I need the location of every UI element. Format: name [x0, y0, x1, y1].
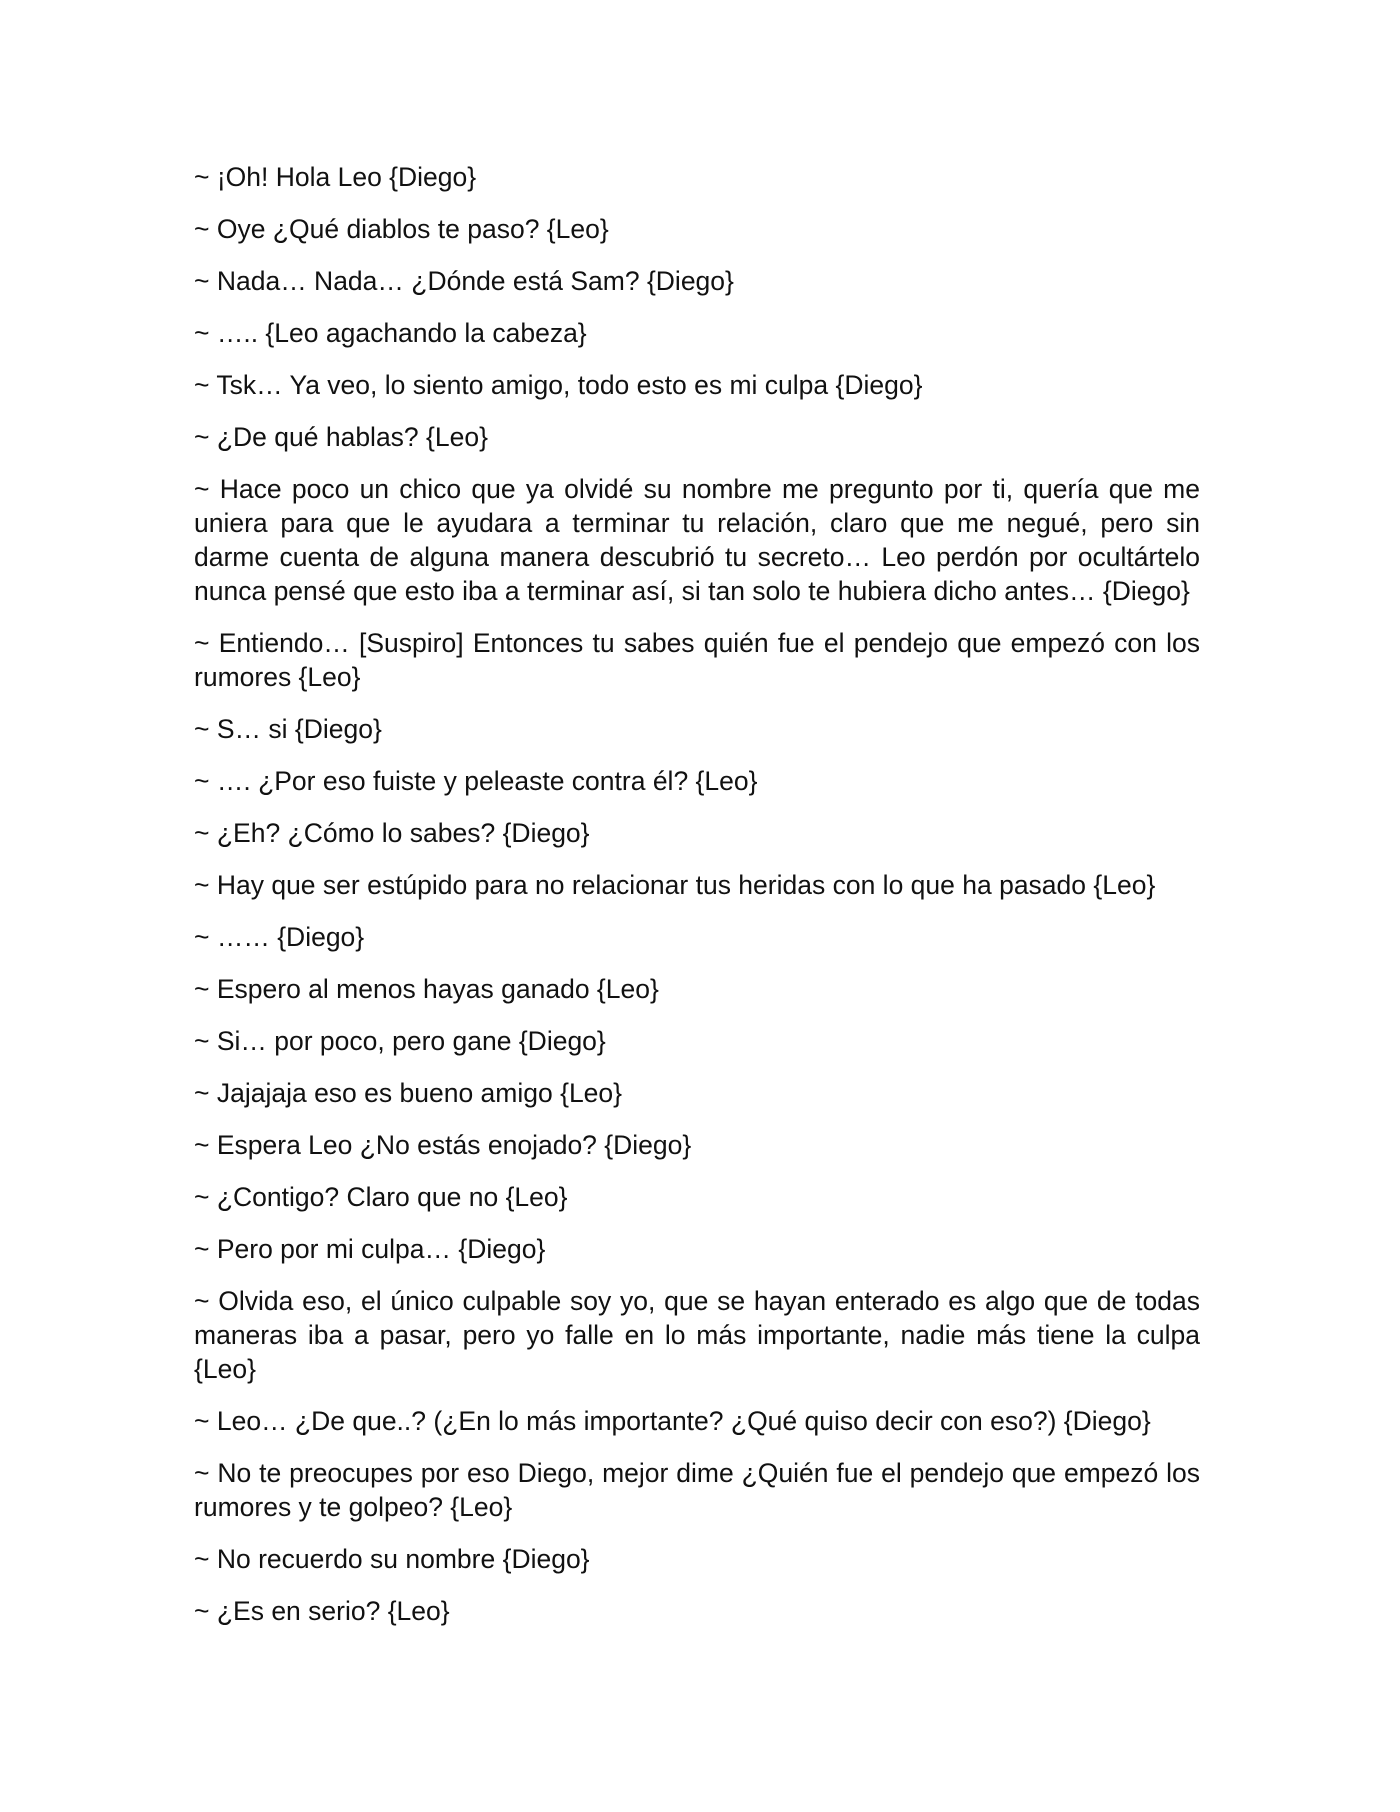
dialogue-line: ~ ….. {Leo agachando la cabeza} [194, 318, 587, 348]
dialogue-line: ~ Entiendo… [Suspiro] Entonces tu sabes quién fue el pendejo que empezó con los rumores {Leo} [194, 628, 1200, 692]
dialogue-line: ~ Si… por poco, pero gane {Diego} [194, 1026, 606, 1056]
dialogue-line: ~ Jajajaja eso es bueno amigo {Leo} [194, 1078, 623, 1108]
dialogue-line: ~ …. ¿Por eso fuiste y peleaste contra él? {Leo} [194, 766, 758, 796]
dialogue-line: ~ ¿Es en serio? {Leo} [194, 1596, 450, 1626]
dialogue-line: ~ ¡Oh! Hola Leo {Diego} [194, 162, 477, 192]
dialogue-line: ~ Leo… ¿De que..? (¿En lo más importante? ¿Qué quiso decir con eso?) {Diego} [194, 1406, 1151, 1436]
dialogue-line: ~ No te preocupes por eso Diego, mejor dime ¿Quién fue el pendejo que empezó los rumores y te golpeo? {Leo} [194, 1458, 1200, 1522]
dialogue-line: ~ …… {Diego} [194, 922, 365, 952]
dialogue-line: ~ ¿Eh? ¿Cómo lo sabes? {Diego} [194, 818, 590, 848]
dialogue-line: ~ ¿Contigo? Claro que no {Leo} [194, 1182, 568, 1212]
dialogue-line: ~ Nada… Nada… ¿Dónde está Sam? {Diego} [194, 266, 734, 296]
dialogue-line: ~ Hay que ser estúpido para no relacionar tus heridas con lo que ha pasado {Leo} [194, 870, 1156, 900]
dialogue-text [194, 160, 1200, 1646]
dialogue-line: ~ S… si {Diego} [194, 714, 382, 744]
dialogue-line: ~ Olvida eso, el único culpable soy yo, que se hayan enterado es algo que de todas maneras iba a pasar, pero yo falle en lo más importante, nadie más tiene la culpa {Leo} [194, 1286, 1200, 1384]
dialogue-line: ~ ¿De qué hablas? {Leo} [194, 422, 488, 452]
dialogue-line: ~ Espera Leo ¿No estás enojado? {Diego} [194, 1130, 692, 1160]
dialogue-line: ~ Pero por mi culpa… {Diego} [194, 1234, 546, 1264]
dialogue-line: ~ No recuerdo su nombre {Diego} [194, 1544, 590, 1574]
dialogue-line: ~ Espero al menos hayas ganado {Leo} [194, 974, 659, 1004]
dialogue-line: ~ Oye ¿Qué diablos te paso? {Leo} [194, 214, 609, 244]
dialogue-line: ~ Tsk… Ya veo, lo siento amigo, todo esto es mi culpa {Diego} [194, 370, 923, 400]
dialogue-line: ~ Hace poco un chico que ya olvidé su nombre me pregunto por ti, quería que me uniera para que le ayudara a terminar tu relación, claro que me negué, pero sin darme cuenta de alguna manera descubrió tu secreto… Leo perdón por ocultártelo nunca pensé que esto iba a terminar así, si tan solo te hubiera dicho antes… {Diego} [194, 474, 1200, 606]
